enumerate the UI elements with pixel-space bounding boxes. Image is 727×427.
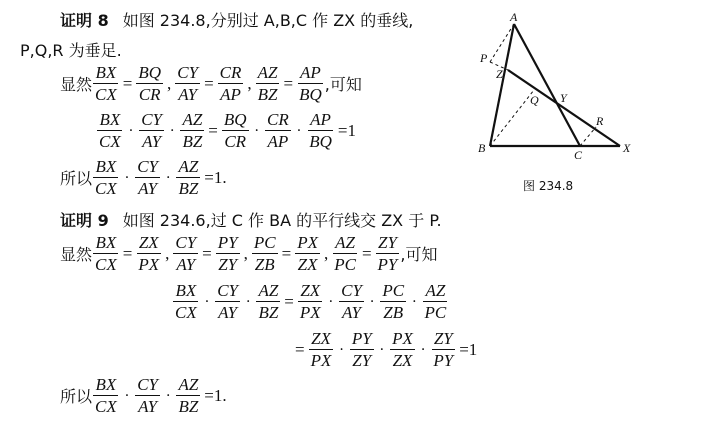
denominator: BZ: [178, 397, 199, 416]
operator: =: [208, 120, 218, 140]
fraction: [222, 111, 249, 150]
proof8-heading: 证明 8: [60, 11, 109, 30]
fraction: [216, 234, 240, 273]
denominator: CX: [175, 303, 197, 322]
numerator: AZ: [335, 233, 355, 252]
denominator: ZX: [392, 351, 413, 370]
proof8-conclusion-prefix: 所以: [60, 169, 93, 188]
fraction: [136, 234, 161, 273]
perp-cr: [580, 127, 596, 146]
numerator: PY: [351, 329, 372, 348]
fraction: [431, 330, 455, 369]
numerator: CY: [137, 375, 158, 394]
denominator: ZB: [254, 255, 275, 274]
numerator: BX: [95, 63, 117, 82]
label-y: Y: [560, 91, 567, 105]
fraction: [173, 234, 198, 273]
denominator: PX: [299, 303, 321, 322]
fraction: [332, 234, 358, 273]
proof9-conclusion: [60, 376, 230, 415]
denominator: AY: [142, 132, 162, 151]
fraction: [218, 64, 244, 103]
operator: =: [284, 291, 294, 311]
numerator: AZ: [425, 281, 446, 300]
proof8-line1: 如图 234.8,分别过 A,B,C 作 ZX 的垂线,: [122, 11, 414, 30]
operator: =: [361, 243, 372, 263]
denominator: ZY: [352, 351, 372, 370]
denominator: CX: [95, 255, 117, 274]
fraction: [93, 234, 119, 273]
numerator: CR: [219, 63, 242, 82]
proof8-conclusion: [60, 158, 230, 197]
fraction: [350, 330, 374, 369]
multiply-dot: ·: [166, 169, 171, 186]
label-x: X: [623, 141, 631, 155]
fraction: [376, 234, 400, 273]
numerator: PC: [253, 233, 276, 252]
fraction: [176, 158, 200, 197]
numerator: PX: [392, 329, 413, 348]
denominator: AY: [342, 303, 361, 322]
numerator: BX: [99, 110, 121, 129]
denominator: PY: [433, 351, 454, 370]
proof8-conclusion-end: =1.: [204, 167, 227, 187]
numerator: BX: [175, 281, 197, 300]
label-q: Q: [530, 93, 539, 107]
numerator: BX: [95, 233, 117, 252]
fraction: [135, 158, 160, 197]
proof9-heading: 证明 9: [60, 211, 109, 230]
denominator: AP: [220, 85, 241, 104]
numerator: CY: [177, 63, 199, 82]
multiply-dot: ·: [339, 341, 344, 358]
multiply-dot: ·: [254, 122, 259, 139]
operator: ,: [243, 243, 248, 263]
operator: =: [204, 73, 214, 93]
proof8-product: [96, 111, 359, 150]
denominator: PC: [334, 255, 356, 274]
numerator: AZ: [178, 157, 199, 176]
fraction: [136, 64, 163, 103]
denominator: CX: [95, 85, 117, 104]
numerator: AP: [300, 63, 321, 82]
numerator: ZY: [378, 233, 397, 252]
multiply-dot: ·: [412, 293, 417, 310]
proof8-heading-line: [60, 8, 413, 31]
proof8-line2: P,Q,R 为垂足.: [20, 41, 122, 60]
fraction: [339, 282, 364, 321]
denominator: CX: [95, 397, 117, 416]
fraction: [93, 376, 119, 415]
fraction: [97, 111, 123, 150]
fraction: [256, 64, 280, 103]
denominator: AY: [176, 255, 196, 274]
numerator: CY: [341, 281, 362, 300]
label-z: Z: [496, 67, 503, 81]
figure-caption: 图 234.8: [523, 179, 574, 193]
denominator: PC: [424, 303, 447, 322]
numerator: AP: [310, 110, 331, 129]
numerator: ZX: [300, 281, 321, 300]
proof9-ratios: [60, 234, 437, 273]
numerator: BX: [95, 375, 117, 394]
fraction: [307, 111, 334, 150]
denominator: PY: [377, 255, 398, 274]
denominator: ZB: [383, 303, 404, 322]
multiply-dot: ·: [124, 387, 130, 404]
fraction: [380, 282, 406, 321]
operator: =: [122, 243, 133, 263]
proof8-prefix: 显然: [60, 75, 93, 94]
denominator: CR: [138, 85, 161, 104]
denominator: CX: [95, 179, 117, 198]
label-c: C: [574, 148, 583, 160]
fraction: [173, 282, 199, 321]
operator: ,: [247, 73, 252, 93]
operator: =: [295, 339, 305, 359]
numerator: ZY: [433, 329, 453, 348]
fraction: [295, 234, 320, 273]
fraction: [423, 282, 449, 321]
denominator: BQ: [299, 85, 322, 104]
numerator: CY: [217, 281, 238, 300]
proof9-suffix: ,可知: [400, 245, 438, 264]
label-a: A: [510, 10, 518, 24]
numerator: PC: [382, 281, 405, 300]
numerator: AZ: [257, 63, 278, 82]
fraction: [180, 111, 204, 150]
denominator: ZX: [297, 255, 318, 274]
label-b: B: [478, 141, 486, 155]
multiply-dot: ·: [245, 293, 251, 310]
denominator: BQ: [309, 132, 332, 151]
fraction: [297, 64, 324, 103]
operator: ,: [323, 243, 329, 263]
numerator: BQ: [138, 63, 162, 82]
proof8-equals-one: =1: [337, 120, 356, 140]
denominator: AY: [218, 303, 238, 322]
numerator: AZ: [178, 375, 199, 394]
numerator: AZ: [258, 281, 279, 300]
segment-ac: [514, 24, 580, 146]
multiply-dot: ·: [379, 341, 385, 358]
numerator: ZX: [138, 233, 159, 252]
denominator: CX: [99, 132, 121, 151]
numerator: BQ: [223, 110, 247, 129]
numerator: CY: [141, 110, 162, 129]
fraction: [256, 282, 280, 321]
proof9-product-line1: [172, 282, 449, 321]
denominator: PX: [138, 255, 160, 274]
denominator: AP: [267, 132, 289, 151]
denominator: AY: [138, 397, 158, 416]
denominator: ZY: [218, 255, 238, 274]
multiply-dot: ·: [420, 341, 426, 358]
line-zx: [508, 70, 620, 146]
multiply-dot: ·: [204, 293, 210, 310]
operator: =: [202, 243, 212, 263]
proof9-product-line2: [292, 330, 480, 369]
label-r: R: [596, 114, 604, 128]
multiply-dot: ·: [169, 122, 175, 139]
fraction: [265, 111, 291, 150]
fraction: [139, 111, 164, 150]
denominator: AY: [138, 179, 158, 198]
operator: ,: [167, 73, 172, 93]
fraction: [93, 64, 119, 103]
segment-ab: [490, 24, 514, 146]
proof9-conclusion-end: =1.: [204, 385, 227, 405]
multiply-dot: ·: [128, 122, 134, 139]
proof9-line1: 如图 234.6,过 C 作 BA 的平行线交 ZX 于 P.: [122, 211, 442, 230]
multiply-dot: ·: [328, 293, 334, 310]
fraction: [175, 64, 200, 103]
denominator: BZ: [182, 132, 203, 151]
numerator: PX: [297, 233, 318, 252]
denominator: BZ: [258, 303, 279, 322]
fraction: [176, 376, 200, 415]
fraction: [390, 330, 415, 369]
operator: =: [281, 243, 292, 263]
fraction: [252, 234, 278, 273]
operator: =: [283, 73, 294, 93]
denominator: PX: [310, 351, 332, 370]
proof9-equals-one: =1: [459, 339, 478, 359]
numerator: BX: [95, 157, 117, 176]
fraction: [215, 282, 240, 321]
denominator: AY: [178, 85, 198, 104]
fraction: [309, 330, 334, 369]
operator: =: [122, 73, 133, 93]
multiply-dot: ·: [296, 122, 302, 139]
numerator: CY: [137, 157, 158, 176]
operator: ,: [165, 243, 170, 263]
proof8-ratios: [60, 64, 362, 103]
numerator: PY: [217, 233, 238, 252]
label-p: P: [480, 51, 488, 65]
denominator: BZ: [178, 179, 199, 198]
fraction: [93, 158, 119, 197]
fraction: [135, 376, 160, 415]
denominator: BZ: [257, 85, 278, 104]
multiply-dot: ·: [124, 169, 130, 186]
multiply-dot: ·: [369, 293, 375, 310]
figure-234-8: [470, 10, 640, 160]
multiply-dot: ·: [166, 387, 171, 404]
denominator: CR: [224, 132, 247, 151]
proof9-conclusion-prefix: 所以: [60, 387, 93, 406]
proof9-prefix: 显然: [60, 245, 93, 264]
numerator: AZ: [182, 110, 203, 129]
proof9-heading-line: [60, 208, 442, 231]
numerator: CR: [267, 110, 289, 129]
numerator: CY: [175, 233, 197, 252]
proof8-suffix: ,可知: [324, 75, 362, 94]
fraction: [298, 282, 323, 321]
numerator: ZX: [311, 329, 331, 348]
